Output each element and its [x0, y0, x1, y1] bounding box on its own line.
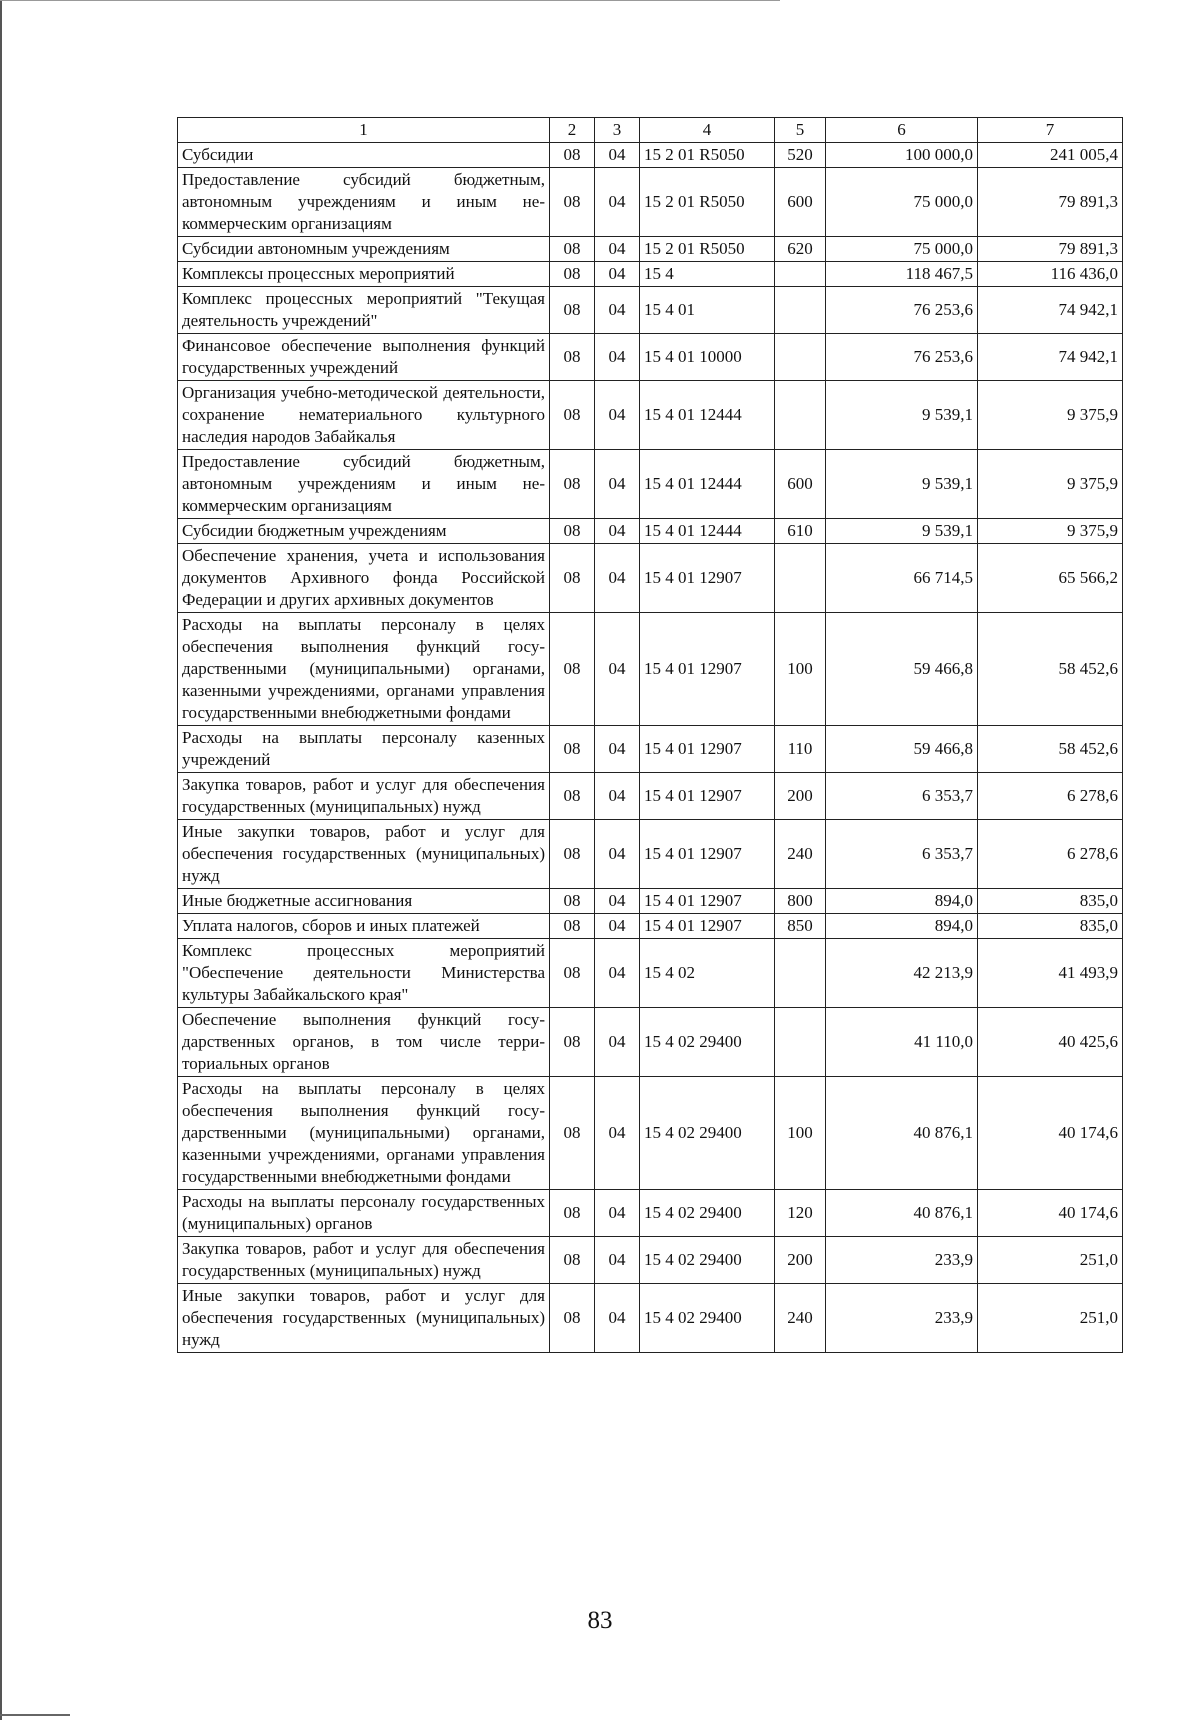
target-article-cell: 15 4 02 29400 [640, 1284, 775, 1353]
table-row [178, 262, 1123, 287]
amount-col6-cell: 6 353,7 [826, 820, 978, 889]
section-cell: 08 [550, 519, 595, 544]
expense-type-cell [775, 1008, 826, 1077]
row-name-cell: Субсидии бюджетным учреждениям [178, 519, 550, 544]
amount-col7-cell: 835,0 [978, 914, 1123, 939]
amount-col6-cell: 9 539,1 [826, 381, 978, 450]
column-header-7: 7 [978, 118, 1123, 143]
amount-col7-cell: 6 278,6 [978, 820, 1123, 889]
expense-type-cell: 100 [775, 1077, 826, 1190]
table-row [178, 1190, 1123, 1237]
target-article-cell: 15 2 01 R5050 [640, 237, 775, 262]
amount-col6-cell: 59 466,8 [826, 613, 978, 726]
budget-table [177, 117, 1123, 1353]
expense-type-cell: 610 [775, 519, 826, 544]
amount-col7-cell: 251,0 [978, 1237, 1123, 1284]
expense-type-cell: 110 [775, 726, 826, 773]
table-row [178, 237, 1123, 262]
table-row [178, 334, 1123, 381]
column-header-1: 1 [178, 118, 550, 143]
table-row [178, 450, 1123, 519]
amount-col6-cell: 9 539,1 [826, 450, 978, 519]
section-cell: 08 [550, 287, 595, 334]
section-cell: 08 [550, 1284, 595, 1353]
target-article-cell: 15 4 01 12907 [640, 544, 775, 613]
expense-type-cell: 600 [775, 168, 826, 237]
section-cell: 08 [550, 1008, 595, 1077]
target-article-cell: 15 4 01 12444 [640, 450, 775, 519]
amount-col7-cell: 40 425,6 [978, 1008, 1123, 1077]
row-name-cell: Организация учебно-методической деятельности, сохранение нематериального культурного наследия народов Забайкалья [178, 381, 550, 450]
target-article-cell: 15 4 02 29400 [640, 1237, 775, 1284]
column-header-3: 3 [595, 118, 640, 143]
subsection-cell: 04 [595, 287, 640, 334]
section-cell: 08 [550, 237, 595, 262]
subsection-cell: 04 [595, 820, 640, 889]
target-article-cell: 15 4 01 12444 [640, 381, 775, 450]
amount-col6-cell: 40 876,1 [826, 1077, 978, 1190]
section-cell: 08 [550, 450, 595, 519]
amount-col7-cell: 40 174,6 [978, 1077, 1123, 1190]
amount-col6-cell: 42 213,9 [826, 939, 978, 1008]
amount-col7-cell: 9 375,9 [978, 519, 1123, 544]
section-cell: 08 [550, 613, 595, 726]
table-row [178, 914, 1123, 939]
subsection-cell: 04 [595, 168, 640, 237]
amount-col7-cell: 251,0 [978, 1284, 1123, 1353]
column-header-2: 2 [550, 118, 595, 143]
target-article-cell: 15 4 01 [640, 287, 775, 334]
target-article-cell: 15 4 02 29400 [640, 1077, 775, 1190]
table-row [178, 820, 1123, 889]
table-row [178, 287, 1123, 334]
header-row [178, 118, 1123, 143]
amount-col6-cell: 76 253,6 [826, 334, 978, 381]
table-row [178, 143, 1123, 168]
expense-type-cell: 240 [775, 1284, 826, 1353]
table-row [178, 773, 1123, 820]
section-cell: 08 [550, 1077, 595, 1190]
section-cell: 08 [550, 889, 595, 914]
section-cell: 08 [550, 143, 595, 168]
expense-type-cell: 600 [775, 450, 826, 519]
section-cell: 08 [550, 544, 595, 613]
table-row [178, 613, 1123, 726]
subsection-cell: 04 [595, 773, 640, 820]
subsection-cell: 04 [595, 1237, 640, 1284]
amount-col7-cell: 74 942,1 [978, 334, 1123, 381]
subsection-cell: 04 [595, 1190, 640, 1237]
expense-type-cell: 620 [775, 237, 826, 262]
expense-type-cell: 800 [775, 889, 826, 914]
expense-type-cell: 850 [775, 914, 826, 939]
section-cell: 08 [550, 939, 595, 1008]
target-article-cell: 15 2 01 R5050 [640, 143, 775, 168]
row-name-cell: Расходы на выплаты персоналу казенных учреждений [178, 726, 550, 773]
expense-type-cell [775, 381, 826, 450]
row-name-cell: Иные бюджетные ассигнования [178, 889, 550, 914]
section-cell: 08 [550, 1237, 595, 1284]
table-row [178, 889, 1123, 914]
subsection-cell: 04 [595, 143, 640, 168]
expense-type-cell [775, 334, 826, 381]
subsection-cell: 04 [595, 334, 640, 381]
subsection-cell: 04 [595, 613, 640, 726]
subsection-cell: 04 [595, 726, 640, 773]
target-article-cell: 15 4 [640, 262, 775, 287]
row-name-cell: Закупка товаров, работ и услуг для обеспечения государственных (муниципальных) нужд [178, 1237, 550, 1284]
table-row [178, 519, 1123, 544]
scan-edge-left [0, 0, 2, 1720]
amount-col7-cell: 58 452,6 [978, 726, 1123, 773]
table-row [178, 381, 1123, 450]
amount-col7-cell: 835,0 [978, 889, 1123, 914]
amount-col7-cell: 6 278,6 [978, 773, 1123, 820]
expense-type-cell: 200 [775, 773, 826, 820]
row-name-cell: Финансовое обеспечение выполнения функций государственных учреждений [178, 334, 550, 381]
subsection-cell: 04 [595, 544, 640, 613]
expense-type-cell: 520 [775, 143, 826, 168]
amount-col6-cell: 75 000,0 [826, 168, 978, 237]
section-cell: 08 [550, 334, 595, 381]
amount-col7-cell: 116 436,0 [978, 262, 1123, 287]
amount-col7-cell: 79 891,3 [978, 237, 1123, 262]
row-name-cell: Комплекс процессных мероприятий "Обеспечение деятельности Министерства культуры Забайкальского края" [178, 939, 550, 1008]
target-article-cell: 15 4 02 [640, 939, 775, 1008]
target-article-cell: 15 4 01 12907 [640, 889, 775, 914]
row-name-cell: Иные закупки товаров, работ и услуг для обеспечения государственных (муниципальных) нужд [178, 820, 550, 889]
amount-col7-cell: 79 891,3 [978, 168, 1123, 237]
row-name-cell: Обеспечение хранения, учета и использования документов Архивного фонда Российской Федерации и других архивных документов [178, 544, 550, 613]
table-row [178, 1077, 1123, 1190]
amount-col6-cell: 894,0 [826, 889, 978, 914]
row-name-cell: Предоставление субсидий бюджетным, автономным учреждениям и иным некоммерческим организациям [178, 168, 550, 237]
section-cell: 08 [550, 726, 595, 773]
column-header-6: 6 [826, 118, 978, 143]
row-name-cell: Иные закупки товаров, работ и услуг для обеспечения государственных (муниципальных) нужд [178, 1284, 550, 1353]
amount-col7-cell: 9 375,9 [978, 450, 1123, 519]
subsection-cell: 04 [595, 450, 640, 519]
amount-col6-cell: 76 253,6 [826, 287, 978, 334]
target-article-cell: 15 2 01 R5050 [640, 168, 775, 237]
amount-col6-cell: 233,9 [826, 1284, 978, 1353]
table-row [178, 1008, 1123, 1077]
expense-type-cell: 200 [775, 1237, 826, 1284]
row-name-cell: Расходы на выплаты персоналу государственных (муниципальных) органов [178, 1190, 550, 1237]
expense-type-cell: 100 [775, 613, 826, 726]
amount-col7-cell: 65 566,2 [978, 544, 1123, 613]
subsection-cell: 04 [595, 889, 640, 914]
scan-edge-top [0, 0, 780, 1]
column-header-5: 5 [775, 118, 826, 143]
expense-type-cell: 120 [775, 1190, 826, 1237]
row-name-cell: Закупка товаров, работ и услуг для обеспечения государственных (муниципальных) нужд [178, 773, 550, 820]
expense-type-cell [775, 287, 826, 334]
row-name-cell: Уплата налогов, сборов и иных платежей [178, 914, 550, 939]
subsection-cell: 04 [595, 381, 640, 450]
target-article-cell: 15 4 01 12907 [640, 914, 775, 939]
table-row [178, 1237, 1123, 1284]
target-article-cell: 15 4 01 12907 [640, 820, 775, 889]
target-article-cell: 15 4 02 29400 [640, 1190, 775, 1237]
amount-col6-cell: 59 466,8 [826, 726, 978, 773]
amount-col6-cell: 41 110,0 [826, 1008, 978, 1077]
section-cell: 08 [550, 820, 595, 889]
table-row [178, 1284, 1123, 1353]
target-article-cell: 15 4 01 12444 [640, 519, 775, 544]
section-cell: 08 [550, 381, 595, 450]
row-name-cell: Предоставление субсидий бюджетным, автономным учреждениям и иным некоммерческим организациям [178, 450, 550, 519]
expense-type-cell [775, 939, 826, 1008]
section-cell: 08 [550, 262, 595, 287]
subsection-cell: 04 [595, 1077, 640, 1190]
amount-col6-cell: 75 000,0 [826, 237, 978, 262]
amount-col6-cell: 6 353,7 [826, 773, 978, 820]
amount-col6-cell: 233,9 [826, 1237, 978, 1284]
subsection-cell: 04 [595, 1284, 640, 1353]
table-row [178, 544, 1123, 613]
section-cell: 08 [550, 168, 595, 237]
page-number: 83 [587, 1607, 613, 1634]
table-row [178, 939, 1123, 1008]
table-row [178, 726, 1123, 773]
amount-col7-cell: 58 452,6 [978, 613, 1123, 726]
row-name-cell: Обеспечение выполнения функций государственных органов, в том числе территориальных органов [178, 1008, 550, 1077]
expense-type-cell [775, 262, 826, 287]
amount-col7-cell: 41 493,9 [978, 939, 1123, 1008]
subsection-cell: 04 [595, 237, 640, 262]
column-header-4: 4 [640, 118, 775, 143]
amount-col7-cell: 74 942,1 [978, 287, 1123, 334]
row-name-cell: Субсидии автономным учреждениям [178, 237, 550, 262]
row-name-cell: Комплекс процессных мероприятий "Текущая деятельность учреждений" [178, 287, 550, 334]
amount-col7-cell: 9 375,9 [978, 381, 1123, 450]
target-article-cell: 15 4 01 10000 [640, 334, 775, 381]
target-article-cell: 15 4 01 12907 [640, 613, 775, 726]
subsection-cell: 04 [595, 939, 640, 1008]
expense-type-cell: 240 [775, 820, 826, 889]
amount-col7-cell: 40 174,6 [978, 1190, 1123, 1237]
amount-col6-cell: 100 000,0 [826, 143, 978, 168]
amount-col7-cell: 241 005,4 [978, 143, 1123, 168]
amount-col6-cell: 9 539,1 [826, 519, 978, 544]
section-cell: 08 [550, 773, 595, 820]
amount-col6-cell: 894,0 [826, 914, 978, 939]
target-article-cell: 15 4 02 29400 [640, 1008, 775, 1077]
section-cell: 08 [550, 1190, 595, 1237]
subsection-cell: 04 [595, 519, 640, 544]
amount-col6-cell: 40 876,1 [826, 1190, 978, 1237]
row-name-cell: Расходы на выплаты персоналу в целях обеспечения выполнения функций государственными (муниципальными) органами, казенными учреждениями, органами управления государственными внебюджетными фондами [178, 613, 550, 726]
section-cell: 08 [550, 914, 595, 939]
table-row [178, 168, 1123, 237]
row-name-cell: Комплексы процессных мероприятий [178, 262, 550, 287]
subsection-cell: 04 [595, 262, 640, 287]
subsection-cell: 04 [595, 1008, 640, 1077]
amount-col6-cell: 66 714,5 [826, 544, 978, 613]
scan-edge-bottom [0, 1714, 70, 1716]
row-name-cell: Расходы на выплаты персоналу в целях обеспечения выполнения функций государственными (муниципальными) органами, казенными учреждениями, органами управления государственными внебюджетными фондами [178, 1077, 550, 1190]
expense-type-cell [775, 544, 826, 613]
target-article-cell: 15 4 01 12907 [640, 726, 775, 773]
target-article-cell: 15 4 01 12907 [640, 773, 775, 820]
row-name-cell: Субсидии [178, 143, 550, 168]
subsection-cell: 04 [595, 914, 640, 939]
amount-col6-cell: 118 467,5 [826, 262, 978, 287]
table-body [178, 143, 1123, 1353]
